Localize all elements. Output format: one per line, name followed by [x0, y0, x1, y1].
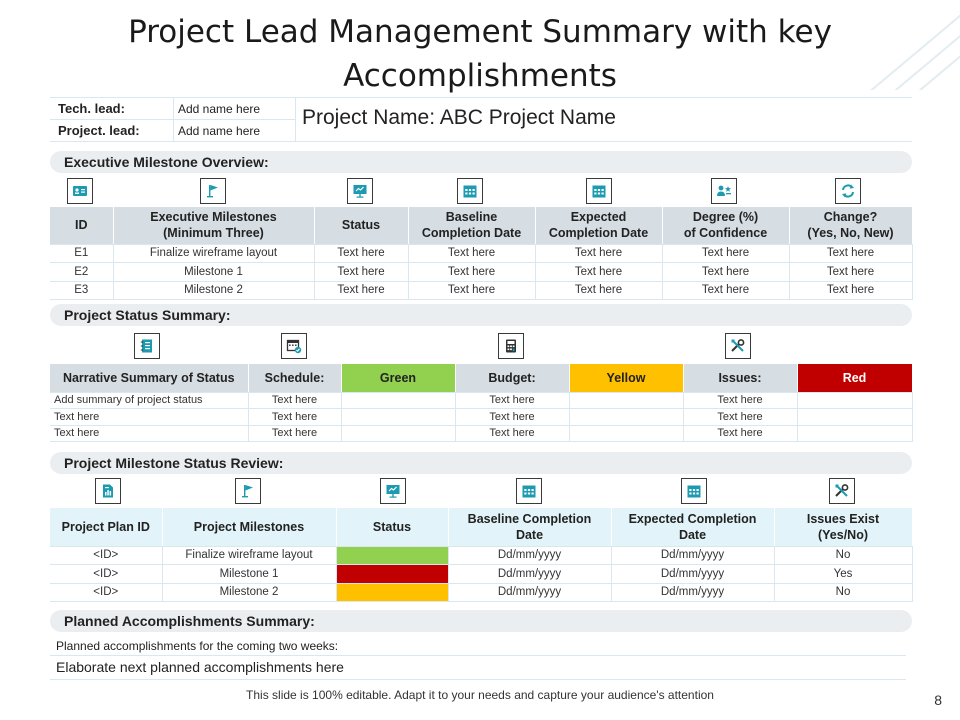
column-header: Project Milestones — [162, 508, 336, 546]
project-lead-value[interactable]: Add name here — [174, 120, 296, 142]
table-cell[interactable] — [341, 425, 455, 442]
column-header: Green — [341, 364, 455, 392]
table-row — [50, 392, 912, 409]
table-row — [50, 546, 912, 565]
flag-icon — [235, 478, 261, 504]
table-cell[interactable] — [797, 425, 912, 442]
tools-icon — [725, 333, 751, 359]
calendar-check-icon — [281, 333, 307, 359]
table-cell[interactable]: Dd/mm/yyyy — [611, 565, 774, 584]
calendar-icon — [681, 478, 707, 504]
table-cell[interactable]: Dd/mm/yyyy — [448, 565, 611, 584]
column-header: Project Plan ID — [50, 508, 162, 546]
column-header: Status — [336, 508, 448, 546]
column-header: ID — [50, 207, 113, 244]
notebook-icon — [134, 333, 160, 359]
table-cell[interactable]: Text here — [789, 281, 912, 300]
table-cell[interactable]: E2 — [50, 263, 113, 282]
project-lead-label: Project. lead: — [50, 120, 174, 142]
table-cell[interactable]: Text here — [248, 392, 341, 409]
table-cell[interactable]: Text here — [683, 392, 797, 409]
table-cell[interactable] — [336, 565, 448, 584]
table-cell[interactable]: Finalize wireframe layout — [113, 244, 314, 263]
table-cell[interactable]: Milestone 1 — [113, 263, 314, 282]
tech-lead-label: Tech. lead: — [50, 98, 174, 120]
table-cell[interactable]: <ID> — [50, 565, 162, 584]
table-cell[interactable] — [569, 425, 683, 442]
table-cell[interactable]: Add summary of project status — [50, 392, 248, 409]
table-cell[interactable]: Milestone 1 — [162, 565, 336, 584]
table-cell[interactable]: Text here — [408, 281, 535, 300]
column-header: Expected Completion Date — [611, 508, 774, 546]
table-cell[interactable]: Yes — [774, 565, 912, 584]
column-header: Change? (Yes, No, New) — [789, 207, 912, 244]
refresh-icon — [835, 178, 861, 204]
table-cell[interactable]: Dd/mm/yyyy — [611, 583, 774, 602]
table-cell[interactable] — [336, 546, 448, 565]
table-row — [50, 425, 912, 442]
column-header: Status — [314, 207, 408, 244]
table-cell[interactable] — [797, 409, 912, 426]
table-cell[interactable]: <ID> — [50, 546, 162, 565]
accomplishments-detail[interactable]: Elaborate next planned accomplishments here — [50, 656, 906, 680]
column-header: Baseline Completion Date — [448, 508, 611, 546]
calculator-icon — [498, 333, 524, 359]
tools-icon — [829, 478, 855, 504]
table-row — [50, 409, 912, 426]
table-cell[interactable]: Text here — [408, 263, 535, 282]
table-cell[interactable]: Text here — [455, 425, 569, 442]
footer-note: This slide is 100% editable. Adapt it to your needs and capture your audience's attention — [246, 688, 714, 702]
project-status-table — [50, 364, 913, 442]
table-cell[interactable]: Text here — [248, 425, 341, 442]
table-cell[interactable]: Text here — [535, 263, 662, 282]
section-project-status: Project Status Summary: — [50, 304, 912, 326]
table-cell[interactable]: Text here — [535, 244, 662, 263]
calendar-icon — [516, 478, 542, 504]
table-row — [50, 263, 912, 282]
section-executive-milestone: Executive Milestone Overview: — [50, 151, 912, 173]
table-cell[interactable] — [569, 409, 683, 426]
table-cell[interactable]: Text here — [683, 409, 797, 426]
column-header: Yellow — [569, 364, 683, 392]
table-cell[interactable]: Milestone 2 — [113, 281, 314, 300]
table-cell[interactable]: E3 — [50, 281, 113, 300]
table-cell[interactable] — [797, 392, 912, 409]
milestone-status-table — [50, 508, 913, 602]
column-header: Narrative Summary of Status — [50, 364, 248, 392]
column-header: Red — [797, 364, 912, 392]
table-cell[interactable]: Text here — [455, 392, 569, 409]
slide-title: Project Lead Management Summary with key Accomplishments — [128, 14, 832, 94]
project-name[interactable]: Project Name: ABC Project Name — [302, 106, 616, 129]
calendar-icon — [586, 178, 612, 204]
table-cell[interactable]: No — [774, 546, 912, 565]
table-cell[interactable]: Text here — [248, 409, 341, 426]
table-cell[interactable]: Text here — [662, 244, 789, 263]
column-header: Issues Exist (Yes/No) — [774, 508, 912, 546]
table-cell[interactable]: Text here — [662, 263, 789, 282]
page-number: 8 — [934, 692, 942, 708]
table-cell[interactable]: Text here — [535, 281, 662, 300]
section-milestone-review: Project Milestone Status Review: — [50, 452, 912, 474]
section-planned-accomplishments: Planned Accomplishments Summary: — [50, 610, 912, 632]
presentation-icon — [347, 178, 373, 204]
column-header: Issues: — [683, 364, 797, 392]
table-cell[interactable]: E1 — [50, 244, 113, 263]
table-cell[interactable]: Text here — [455, 409, 569, 426]
table-cell[interactable]: <ID> — [50, 583, 162, 602]
table-cell[interactable] — [341, 409, 455, 426]
table-row — [50, 565, 912, 584]
table-row — [50, 583, 912, 602]
table-cell[interactable]: Text here — [50, 409, 248, 426]
table-row — [50, 244, 912, 263]
column-header: Baseline Completion Date — [408, 207, 535, 244]
table-cell[interactable] — [336, 583, 448, 602]
table-cell[interactable]: Dd/mm/yyyy — [611, 546, 774, 565]
accomplishments-intro: Planned accomplishments for the coming two weeks: — [50, 636, 906, 656]
tech-lead-value[interactable]: Add name here — [174, 98, 296, 120]
table-cell[interactable] — [341, 392, 455, 409]
flag-icon — [200, 178, 226, 204]
table-row — [50, 281, 912, 300]
project-lead-row — [50, 120, 296, 142]
table-cell[interactable]: Dd/mm/yyyy — [448, 583, 611, 602]
column-header: Budget: — [455, 364, 569, 392]
table-cell[interactable]: Text here — [789, 263, 912, 282]
lead-table — [50, 97, 912, 142]
table-cell[interactable]: Milestone 2 — [162, 583, 336, 602]
column-header: Schedule: — [248, 364, 341, 392]
presentation-icon — [380, 478, 406, 504]
column-header: Expected Completion Date — [535, 207, 662, 244]
table-cell[interactable]: Text here — [314, 263, 408, 282]
table-cell[interactable]: Text here — [683, 425, 797, 442]
table-cell[interactable]: Text here — [50, 425, 248, 442]
column-header: Degree (%) of Confidence — [662, 207, 789, 244]
table-cell[interactable] — [569, 392, 683, 409]
document-chart-icon — [95, 478, 121, 504]
id-card-icon — [67, 178, 93, 204]
table-cell[interactable]: Text here — [789, 244, 912, 263]
table-cell[interactable]: Dd/mm/yyyy — [448, 546, 611, 565]
team-icon — [711, 178, 737, 204]
table-cell[interactable]: Finalize wireframe layout — [162, 546, 336, 565]
table-cell[interactable]: Text here — [662, 281, 789, 300]
calendar-icon — [457, 178, 483, 204]
executive-milestone-table — [50, 207, 913, 300]
column-header: Executive Milestones (Minimum Three) — [113, 207, 314, 244]
table-cell[interactable]: Text here — [314, 244, 408, 263]
table-cell[interactable]: No — [774, 583, 912, 602]
table-cell[interactable]: Text here — [408, 244, 535, 263]
tech-lead-row — [50, 98, 296, 120]
table-cell[interactable]: Text here — [314, 281, 408, 300]
